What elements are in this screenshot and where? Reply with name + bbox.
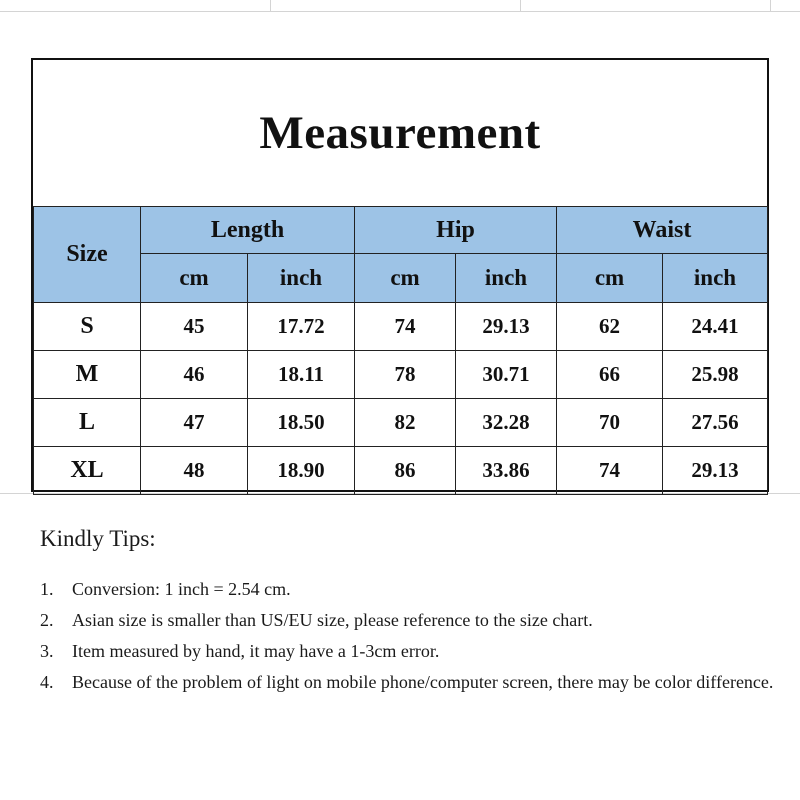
size-label: S [34,303,141,351]
table-cell: 45 [141,303,248,351]
table-cell: 18.50 [248,399,355,447]
table-cell: 86 [355,447,456,495]
unit-header: cm [355,254,456,303]
table-cell: 70 [557,399,663,447]
table-cell: 46 [141,351,248,399]
size-table [33,206,768,495]
header-length: Length [141,207,355,254]
table-cell: 29.13 [663,447,768,495]
tips-list [40,574,780,698]
tip-text: Conversion: 1 inch = 2.54 cm. [72,579,291,599]
table-cell: 33.86 [456,447,557,495]
header-hip: Hip [355,207,557,254]
table-cell: 66 [557,351,663,399]
table-cell: 18.11 [248,351,355,399]
unit-header: cm [557,254,663,303]
gridline [270,0,271,12]
table-cell: 74 [355,303,456,351]
table-row [34,351,768,399]
gridline [770,0,771,12]
size-label: L [34,399,141,447]
tip-number: 4. [40,672,54,692]
table-cell: 32.28 [456,399,557,447]
list-item [40,574,780,605]
tip-text: Because of the problem of light on mobile phone/computer screen, there may be color difference. [72,672,774,692]
size-label: XL [34,447,141,495]
tip-text: Asian size is smaller than US/EU size, please reference to the size chart. [72,610,593,630]
unit-header: inch [663,254,768,303]
list-item [40,636,780,667]
table-row [34,303,768,351]
unit-header: inch [456,254,557,303]
list-item [40,667,780,698]
table-cell: 17.72 [248,303,355,351]
table-cell: 62 [557,303,663,351]
unit-header: inch [248,254,355,303]
table-cell: 74 [557,447,663,495]
list-item [40,605,780,636]
tip-number: 3. [40,641,54,661]
tip-text: Item measured by hand, it may have a 1-3cm error. [72,641,440,661]
table-cell: 48 [141,447,248,495]
table-cell: 47 [141,399,248,447]
table-cell: 18.90 [248,447,355,495]
table-row [34,399,768,447]
size-chart [31,58,769,492]
table-cell: 24.41 [663,303,768,351]
header-waist: Waist [557,207,768,254]
size-label: M [34,351,141,399]
gridline [0,11,800,12]
tips-title: Kindly Tips: [40,526,156,551]
tip-number: 1. [40,579,54,599]
gridline [520,0,521,12]
kindly-tips [40,526,780,698]
tip-number: 2. [40,610,54,630]
table-cell: 27.56 [663,399,768,447]
table-cell: 82 [355,399,456,447]
header-size: Size [34,207,141,303]
table-cell: 30.71 [456,351,557,399]
unit-header: cm [141,254,248,303]
table-cell: 29.13 [456,303,557,351]
table-cell: 25.98 [663,351,768,399]
table-row [34,447,768,495]
table-cell: 78 [355,351,456,399]
chart-title: Measurement [259,107,541,159]
